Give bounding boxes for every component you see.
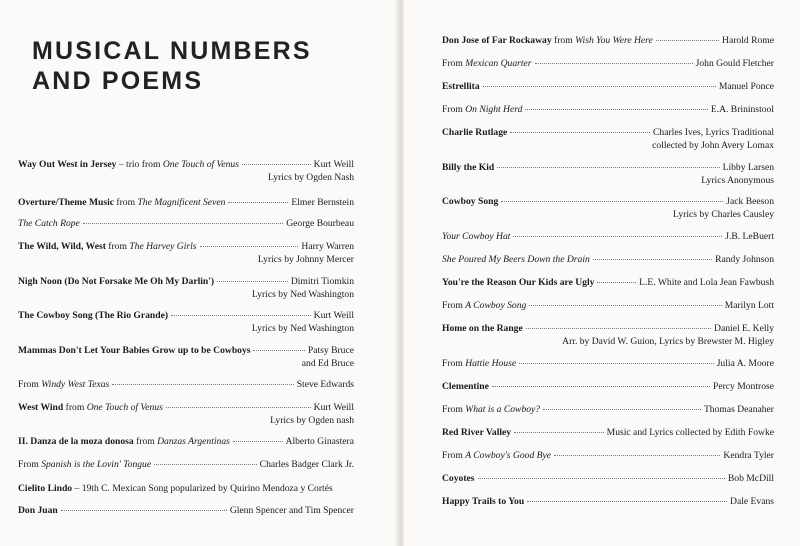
entry-subcredit: Lyrics by Ogden nash bbox=[270, 414, 354, 426]
entry-line bbox=[18, 505, 354, 518]
entry-title bbox=[18, 483, 333, 496]
dot-leader bbox=[656, 40, 719, 41]
title-segment: Estrellita bbox=[442, 81, 480, 92]
title-segment: from bbox=[551, 35, 576, 46]
entry-line bbox=[442, 231, 774, 244]
program-entry bbox=[442, 358, 774, 371]
entry-credit: Marilyn Lott bbox=[724, 300, 774, 311]
program-entry bbox=[442, 58, 774, 71]
entry-title bbox=[18, 459, 151, 472]
dot-leader bbox=[543, 409, 701, 410]
entry-credit: Thomas Deanaher bbox=[703, 404, 774, 415]
entry-credit: Julia A. Moore bbox=[716, 358, 774, 369]
program-entry bbox=[442, 404, 774, 417]
entry-credit: Bob McDill bbox=[727, 473, 774, 484]
entry-title bbox=[442, 196, 498, 209]
dot-leader bbox=[526, 328, 711, 329]
work-title: Danzas Argentinas bbox=[157, 436, 230, 447]
work-title: On Night Herd bbox=[465, 104, 523, 115]
program-entry bbox=[18, 483, 354, 496]
title-segment: Charlie Rutlage bbox=[442, 127, 508, 138]
entry-title bbox=[442, 300, 526, 313]
program-entry bbox=[18, 276, 354, 301]
program-entry bbox=[442, 81, 774, 94]
program-entry bbox=[442, 381, 774, 394]
entry-title bbox=[18, 218, 80, 231]
program-entry bbox=[442, 277, 774, 290]
program-entry bbox=[18, 459, 354, 472]
entry-subcredit: Lyrics Anonymous bbox=[701, 174, 774, 186]
dot-leader bbox=[554, 455, 720, 456]
title-segment: From bbox=[442, 58, 466, 69]
entry-title bbox=[18, 436, 230, 449]
entry-credit: John Gould Fletcher bbox=[695, 58, 774, 69]
program-entry bbox=[442, 300, 774, 313]
dot-leader bbox=[233, 441, 283, 442]
dot-leader bbox=[171, 315, 311, 316]
entry-credit: Charles Badger Clark Jr. bbox=[259, 459, 354, 470]
dot-leader bbox=[242, 164, 311, 165]
entry-credit: George Bourbeau bbox=[286, 218, 354, 229]
program-entry bbox=[18, 218, 354, 231]
entry-title bbox=[18, 159, 239, 172]
title-line-2: AND POEMS bbox=[32, 67, 204, 95]
title-segment: You're the Reason Our Kids are Ugly bbox=[442, 277, 595, 288]
title-segment: II. Danza de la moza donosa bbox=[18, 436, 134, 447]
entry-title bbox=[442, 127, 507, 140]
dot-leader bbox=[501, 201, 723, 202]
title-segment: Cowboy Song bbox=[442, 196, 499, 207]
dot-leader bbox=[154, 464, 257, 465]
program-entry bbox=[442, 450, 774, 463]
program-entry bbox=[18, 402, 354, 427]
program-entry bbox=[18, 505, 354, 518]
dot-leader bbox=[519, 363, 714, 364]
work-title: Windy West Texas bbox=[41, 379, 110, 390]
entry-title bbox=[442, 162, 494, 175]
title-segment: Happy Trails to You bbox=[442, 496, 525, 507]
dot-leader bbox=[478, 478, 725, 479]
work-title: The Magnificent Seven bbox=[137, 197, 226, 208]
entry-title bbox=[442, 277, 594, 290]
work-title: Your Cowboy Hat bbox=[442, 231, 511, 242]
dot-leader bbox=[200, 246, 299, 247]
work-title: A Cowboy Song bbox=[465, 300, 527, 311]
entry-subcredit: Lyrics by Charles Causley bbox=[673, 208, 774, 220]
entry-title bbox=[442, 323, 523, 336]
title-segment: From bbox=[442, 404, 466, 415]
work-title: The Harvey Girls bbox=[129, 241, 197, 252]
dot-leader bbox=[112, 384, 293, 385]
entry-subcredit: collected by John Avery Lomax bbox=[652, 139, 774, 151]
title-segment: Don Juan bbox=[18, 505, 58, 516]
entry-credit: Kendra Tyler bbox=[723, 450, 774, 461]
entry-credit: Dimitri Tiomkin bbox=[290, 276, 354, 287]
dot-leader bbox=[228, 202, 288, 203]
entry-line bbox=[442, 162, 774, 175]
dot-leader bbox=[166, 407, 311, 408]
entry-title bbox=[442, 473, 475, 486]
entry-subcredit: Arr. by David W. Guion, Lyrics by Brewster M. Higley bbox=[562, 335, 774, 347]
work-title: Mexican Quarter bbox=[465, 58, 532, 69]
program-entry bbox=[442, 127, 774, 152]
entry-line bbox=[18, 310, 354, 323]
program-entry bbox=[18, 197, 354, 210]
dot-leader bbox=[529, 305, 721, 306]
entry-line bbox=[442, 404, 774, 417]
title-segment: – 19th C. Mexican Song popularized by Quirino Mendoza y Cortés bbox=[72, 483, 333, 494]
entry-title bbox=[442, 35, 653, 48]
entry-credit: Glenn Spencer and Tim Spencer bbox=[229, 505, 354, 516]
entry-line bbox=[442, 358, 774, 371]
title-segment: From bbox=[18, 459, 42, 470]
entry-line bbox=[442, 323, 774, 336]
program-entry bbox=[18, 159, 354, 184]
entry-title bbox=[18, 197, 225, 210]
dot-leader bbox=[510, 132, 650, 133]
dot-leader bbox=[492, 386, 710, 387]
program-entry bbox=[18, 310, 354, 335]
entry-title bbox=[442, 58, 532, 71]
title-segment: From bbox=[18, 379, 42, 390]
entry-credit: Music and Lyrics collected by Edith Fowke bbox=[606, 427, 774, 438]
entry-title bbox=[442, 404, 540, 417]
title-segment: The Cowboy Song (The Rio Grande) bbox=[18, 310, 169, 321]
title-line-1: MUSICAL NUMBERS bbox=[32, 37, 312, 65]
program-entry bbox=[442, 427, 774, 440]
title-segment: Clementine bbox=[442, 381, 489, 392]
entry-title bbox=[442, 496, 524, 509]
title-segment: Nigh Noon (Do Not Forsake Me Oh My Darlin') bbox=[18, 276, 215, 287]
program-entry bbox=[18, 436, 354, 449]
title-segment: from bbox=[63, 402, 87, 413]
title-segment: From bbox=[442, 450, 466, 461]
title-segment: Don Jose of Far Rockaway bbox=[442, 35, 552, 46]
entry-line bbox=[442, 58, 774, 71]
entry-line bbox=[442, 427, 774, 440]
title-segment: From bbox=[442, 300, 466, 311]
entry-credit: Kurt Weill bbox=[313, 310, 354, 321]
title-segment: Red River Valley bbox=[442, 427, 512, 438]
entry-credit: Harold Rome bbox=[722, 35, 774, 46]
entry-title bbox=[18, 505, 58, 518]
entry-line bbox=[442, 450, 774, 463]
dot-leader bbox=[83, 223, 283, 224]
program-entry bbox=[442, 473, 774, 486]
entry-line bbox=[442, 254, 774, 267]
entry-credit: Libby Larsen bbox=[722, 162, 774, 173]
entry-title bbox=[442, 427, 511, 440]
entry-credit: Jack Beeson bbox=[726, 196, 774, 207]
entry-line bbox=[442, 81, 774, 94]
dot-leader bbox=[253, 350, 304, 351]
title-segment: The Wild, Wild, West bbox=[18, 241, 106, 252]
program-entry bbox=[442, 496, 774, 509]
entry-credit: Daniel E. Kelly bbox=[714, 323, 774, 334]
dot-leader bbox=[525, 109, 707, 110]
entry-subcredit: Lyrics by Ned Washington bbox=[251, 288, 354, 300]
title-segment: Billy the Kid bbox=[442, 162, 495, 173]
entry-line bbox=[18, 379, 354, 392]
entry-line bbox=[18, 459, 354, 472]
dot-leader bbox=[597, 282, 636, 283]
entry-line bbox=[18, 483, 354, 496]
entry-title bbox=[442, 81, 480, 94]
entry-line bbox=[18, 218, 354, 231]
entry-line bbox=[442, 381, 774, 394]
program-entry bbox=[18, 345, 354, 370]
entry-title bbox=[18, 345, 250, 358]
entry-title bbox=[442, 358, 516, 371]
entry-subcredit: Lyrics by Ogden Nash bbox=[267, 171, 354, 183]
entry-title bbox=[442, 450, 551, 463]
entry-credit: Manuel Ponce bbox=[718, 81, 774, 92]
program-entry bbox=[442, 35, 774, 48]
page-title bbox=[32, 36, 312, 96]
dot-leader bbox=[497, 167, 719, 168]
entry-subcredit: Lyrics by Ned Washington bbox=[251, 322, 354, 334]
program-entry bbox=[442, 196, 774, 221]
entry-credit: E.A. Brininstool bbox=[710, 104, 774, 115]
entry-credit: Randy Johnson bbox=[715, 254, 774, 265]
entry-title bbox=[18, 241, 197, 254]
entry-credit: J.B. LeBuert bbox=[725, 231, 774, 242]
entry-line bbox=[18, 276, 354, 289]
title-segment: Mammas Don't Let Your Babies Grow up to be Cowboys bbox=[18, 345, 251, 356]
program-entry bbox=[18, 241, 354, 266]
work-title: One Touch of Venus bbox=[86, 402, 163, 413]
dot-leader bbox=[535, 63, 693, 64]
entry-line bbox=[442, 35, 774, 48]
work-title: She Poured My Beers Down the Drain bbox=[442, 254, 590, 265]
dot-leader bbox=[483, 86, 716, 87]
dot-leader bbox=[513, 236, 722, 237]
entry-credit: Alberto Ginastera bbox=[285, 436, 354, 447]
entry-title bbox=[442, 231, 510, 244]
entry-title bbox=[442, 254, 590, 267]
entry-line bbox=[18, 402, 354, 415]
entry-credit: Percy Montrose bbox=[712, 381, 774, 392]
entry-credit: Elmer Bernstein bbox=[291, 197, 354, 208]
entry-title bbox=[18, 276, 214, 289]
title-segment: from bbox=[133, 436, 158, 447]
entry-title bbox=[18, 379, 109, 392]
entry-line bbox=[18, 241, 354, 254]
entry-line bbox=[442, 196, 774, 209]
entry-credit: Patsy Bruce bbox=[307, 345, 354, 356]
entry-credit: Charles Ives, Lyrics Traditional bbox=[653, 127, 774, 138]
entry-credit: Kurt Weill bbox=[313, 402, 354, 413]
dot-leader bbox=[527, 501, 727, 502]
entry-title bbox=[442, 104, 522, 117]
title-segment: From bbox=[442, 358, 466, 369]
entry-line bbox=[18, 197, 354, 210]
entry-line bbox=[442, 300, 774, 313]
program-entry bbox=[442, 323, 774, 348]
work-title: Wish You Were Here bbox=[575, 35, 653, 46]
entry-line bbox=[18, 436, 354, 449]
work-title: What is a Cowboy? bbox=[465, 404, 541, 415]
entry-line bbox=[442, 127, 774, 140]
entry-line bbox=[18, 159, 354, 172]
entry-line bbox=[442, 104, 774, 117]
title-segment: Way Out West in Jersey bbox=[18, 159, 117, 170]
entry-credit: Dale Evans bbox=[730, 496, 774, 507]
title-segment: Coyotes bbox=[442, 473, 475, 484]
program-entry bbox=[442, 104, 774, 117]
entry-title bbox=[18, 402, 163, 415]
program-entry bbox=[442, 254, 774, 267]
title-segment: – trio from bbox=[116, 159, 163, 170]
title-segment: Home on the Range bbox=[442, 323, 523, 334]
dot-leader bbox=[217, 281, 288, 282]
dot-leader bbox=[61, 510, 227, 511]
right-page bbox=[404, 0, 800, 546]
entry-credit: Kurt Weill bbox=[313, 159, 354, 170]
title-segment: from bbox=[114, 197, 138, 208]
work-title: The Catch Rope bbox=[18, 218, 80, 229]
entry-subcredit: and Ed Bruce bbox=[301, 357, 354, 369]
entry-title bbox=[442, 381, 489, 394]
entry-credit: Steve Edwards bbox=[296, 379, 354, 390]
work-title: One Touch of Venus bbox=[162, 159, 239, 170]
entry-line bbox=[442, 496, 774, 509]
program-entry bbox=[442, 162, 774, 187]
title-segment: Overture/Theme Music bbox=[18, 197, 115, 208]
title-segment: Cielito Lindo bbox=[18, 483, 73, 494]
entry-line bbox=[18, 345, 354, 358]
entry-title bbox=[18, 310, 168, 323]
title-segment: From bbox=[442, 104, 466, 115]
dot-leader bbox=[514, 432, 604, 433]
work-title: A Cowboy's Good Bye bbox=[465, 450, 552, 461]
entry-line bbox=[442, 473, 774, 486]
program-entry bbox=[18, 379, 354, 392]
title-segment: West Wind bbox=[18, 402, 64, 413]
title-segment: from bbox=[105, 241, 130, 252]
entry-line bbox=[442, 277, 774, 290]
dot-leader bbox=[593, 259, 712, 260]
entry-subcredit: Lyrics by Johnny Mercer bbox=[257, 253, 354, 265]
entry-credit: L.E. White and Lola Jean Fawbush bbox=[639, 277, 774, 288]
work-title: Spanish is the Lovin' Tongue bbox=[41, 459, 152, 470]
work-title: Hattie House bbox=[465, 358, 517, 369]
entry-credit: Harry Warren bbox=[301, 241, 354, 252]
left-page bbox=[0, 0, 396, 546]
program-entry bbox=[442, 231, 774, 244]
